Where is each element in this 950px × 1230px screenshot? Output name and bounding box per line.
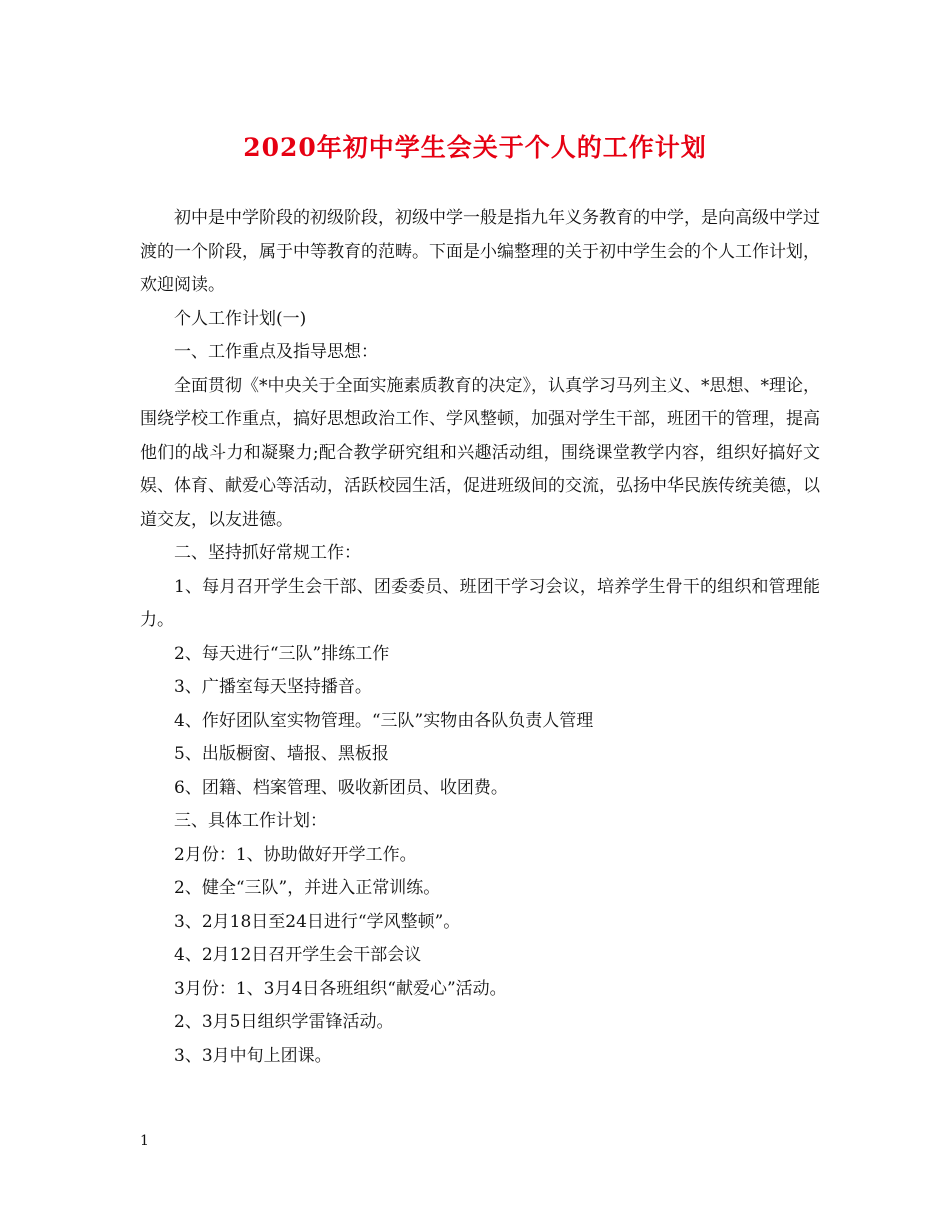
march-item-2: 2、3月5日组织学雷锋活动。 <box>174 1012 394 1032</box>
document-title: 2020年初中学生会关于个人的工作计划 <box>243 133 707 162</box>
section-heading-plan-one: 个人工作计划(一) <box>174 308 307 329</box>
document-body <box>140 202 820 1073</box>
section-heading-routine-work: 二、坚持抓好常规工作： <box>174 543 361 563</box>
guiding-thought-paragraph: 全面贯彻《*中央关于全面实施素质教育的决定》，认真学习马列主义、*思想、*理论，围绕学校工作重点，搞好思想政治工作、学风整顿，加强对学生干部，班团干的管理，提高他们的战斗力和凝聚力;配合教学研究组和兴趣活动组，围绕课堂教学内容，组织好搞好文娱、体育、献爱心等活动，活跃校园生活，促进班级间的交流，弘扬中华民族传统美德，以道交友，以友进德。 <box>140 375 820 530</box>
routine-item-3: 3、广播室每天坚持播音。 <box>174 677 372 697</box>
routine-item-5: 5、出版橱窗、墙报、黑板报 <box>174 744 389 764</box>
routine-item-1: 1、每月召开学生会干部、团委委员、班团干学习会议，培养学生骨干的组织和管理能力。 <box>140 576 820 630</box>
section-heading-key-points: 一、工作重点及指导思想： <box>174 342 378 362</box>
routine-item-2: 2、每天进行“三队”排练工作 <box>174 643 390 664</box>
intro-paragraph: 初中是中学阶段的初级阶段，初级中学一般是指九年义务教育的中学，是向高级中学过渡的一个阶段，属于中等教育的范畴。下面是小编整理的关于初中学生会的个人工作计划，欢迎阅读。 <box>140 208 820 295</box>
section-heading-specific-plan: 三、具体工作计划： <box>174 811 327 831</box>
february-item-2: 2、健全“三队”，并进入正常训练。 <box>174 878 441 898</box>
march-item-1: 3月份：1、3月4日各班组织“献爱心”活动。 <box>174 978 507 999</box>
march-item-3: 3、3月中旬上团课。 <box>174 1045 332 1066</box>
routine-item-6: 6、团籍、档案管理、吸收新团员、收团费。 <box>174 777 508 798</box>
february-item-4: 4、2月12日召开学生会干部会议 <box>174 945 422 965</box>
february-item-1: 2月份：1、协助做好开学工作。 <box>174 844 417 865</box>
page-number: 1 <box>140 1133 149 1149</box>
routine-item-4: 4、作好团队室实物管理。“三队”实物由各队负责人管理 <box>174 710 594 731</box>
february-item-3: 3、2月18日至24日进行“学风整顿”。 <box>174 911 461 932</box>
